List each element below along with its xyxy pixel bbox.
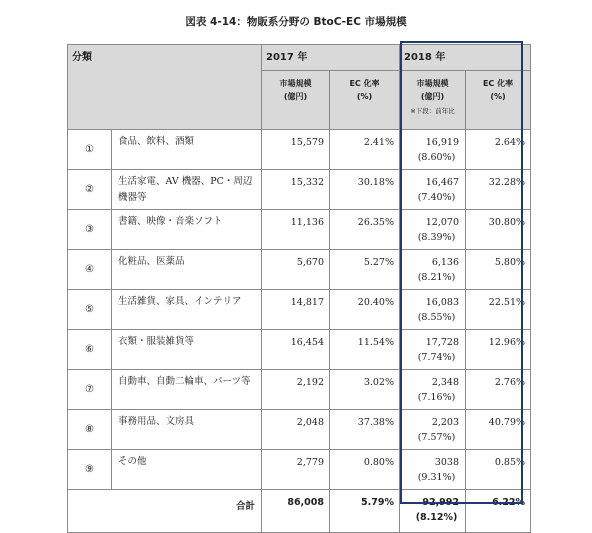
- category-cell: 衣類・服装雑貨等: [112, 330, 262, 370]
- rate-2018-cell: 22.51%: [466, 290, 531, 330]
- figure-title: 図表 4-14：物販系分野の BtoC-EC 市場規模: [185, 16, 407, 28]
- yoy-value: (8.39%): [417, 232, 456, 243]
- header-row-year: [68, 45, 531, 71]
- rate-2017-cell: 5.27%: [330, 250, 400, 290]
- market-size-label: 市場規模: [416, 79, 449, 88]
- market-2017-cell: 14,817: [262, 290, 330, 330]
- market-2018-value: 16,919: [425, 137, 460, 148]
- table-row: [68, 130, 531, 170]
- market-2017-cell: 15,579: [262, 130, 330, 170]
- row-number: ③: [68, 210, 112, 250]
- rate-2017-cell: 37.38%: [330, 410, 400, 450]
- yoy-value: (9.31%): [417, 472, 456, 483]
- unit-label: (%): [490, 92, 506, 101]
- total-rate-2018: 6.22%: [466, 490, 531, 533]
- table-row: [68, 330, 531, 370]
- market-2018-cell: [400, 250, 466, 290]
- ec-rate-label: EC 化率: [349, 79, 380, 88]
- unit-label: (億円): [420, 92, 445, 101]
- unit-label: (%): [356, 92, 373, 101]
- market-2017-cell: 11,136: [262, 210, 330, 250]
- row-number: ②: [68, 170, 112, 210]
- yoy-value: (7.16%): [417, 392, 456, 403]
- total-label: 合計: [68, 490, 262, 533]
- total-yoy: (8.12%): [415, 512, 458, 523]
- rate-2017-cell: 2.41%: [330, 130, 400, 170]
- table-row: [68, 410, 531, 450]
- ec-rate-2018-header: [466, 71, 531, 130]
- market-size-2018-header: [400, 71, 466, 130]
- row-number: ⑧: [68, 410, 112, 450]
- unit-label: (億円): [283, 92, 308, 101]
- market-2018-value: 2,348: [431, 377, 460, 388]
- yoy-value: (8.21%): [417, 272, 456, 283]
- market-2018-cell: [400, 290, 466, 330]
- ec-rate-2017-header: [330, 71, 400, 130]
- market-2017-cell: 2,048: [262, 410, 330, 450]
- market-size-2017-header: [262, 71, 330, 130]
- table-row: [68, 290, 531, 330]
- rate-2018-cell: 0.85%: [466, 450, 531, 490]
- category-cell: 化粧品、医薬品: [112, 250, 262, 290]
- yoy-value: (7.57%): [417, 432, 456, 443]
- total-market-2018: 92,992: [422, 497, 460, 508]
- category-cell: 生活家電、AV 機器、PC・周辺機器等: [112, 170, 262, 210]
- table-row: [68, 210, 531, 250]
- market-2018-cell: [400, 210, 466, 250]
- market-size-label: 市場規模: [279, 79, 312, 88]
- market-2018-value: 2,203: [431, 417, 460, 428]
- market-2018-cell: [400, 170, 466, 210]
- row-number: ⑥: [68, 330, 112, 370]
- category-cell: その他: [112, 450, 262, 490]
- ec-rate-label: EC 化率: [482, 79, 514, 88]
- category-cell: 食品、飲料、酒類: [112, 130, 262, 170]
- market-2017-cell: 5,670: [262, 250, 330, 290]
- yoy-note: ※下段：前年比: [410, 107, 455, 115]
- rate-2018-cell: 32.28%: [466, 170, 531, 210]
- market-2017-cell: 2,779: [262, 450, 330, 490]
- market-2017-cell: 15,332: [262, 170, 330, 210]
- market-2018-value: 16,467: [425, 177, 460, 188]
- table-row: [68, 250, 531, 290]
- rate-2017-cell: 0.80%: [330, 450, 400, 490]
- rate-2018-cell: 5.80%: [466, 250, 531, 290]
- market-2018-value: 16,083: [425, 297, 460, 308]
- market-2018-cell: [400, 410, 466, 450]
- yoy-value: (7.74%): [417, 352, 456, 363]
- category-header: 分類: [68, 45, 262, 130]
- row-number: ④: [68, 250, 112, 290]
- yoy-value: (7.40%): [417, 192, 456, 203]
- rate-2017-cell: 20.40%: [330, 290, 400, 330]
- row-number: ⑤: [68, 290, 112, 330]
- category-cell: 事務用品、文房具: [112, 410, 262, 450]
- market-size-table: [67, 44, 531, 533]
- market-2017-cell: 2,192: [262, 370, 330, 410]
- total-rate-2017: 5.79%: [330, 490, 400, 533]
- category-cell: 生活雑貨、家具、インテリア: [112, 290, 262, 330]
- rate-2018-cell: 2.76%: [466, 370, 531, 410]
- yoy-value: (8.55%): [417, 312, 456, 323]
- year-2018-header: 2018 年: [400, 45, 531, 71]
- rate-2017-cell: 26.35%: [330, 210, 400, 250]
- category-cell: 書籍、映像・音楽ソフト: [112, 210, 262, 250]
- total-market-2017: 86,008: [262, 490, 330, 533]
- row-number: ⑦: [68, 370, 112, 410]
- rate-2018-cell: 2.64%: [466, 130, 531, 170]
- table-row: [68, 170, 531, 210]
- table-row: [68, 370, 531, 410]
- rate-2017-cell: 3.02%: [330, 370, 400, 410]
- category-cell: 自動車、自動二輪車、パーツ等: [112, 370, 262, 410]
- year-2017-header: 2017 年: [262, 45, 400, 71]
- market-2017-cell: 16,454: [262, 330, 330, 370]
- market-2018-value: 12,070: [425, 217, 460, 228]
- rate-2018-cell: 40.79%: [466, 410, 531, 450]
- table-row: [68, 450, 531, 490]
- market-2018-value: 3038: [434, 457, 460, 468]
- rate-2018-cell: 30.80%: [466, 210, 531, 250]
- total-market-2018-cell: [400, 490, 466, 533]
- market-2018-cell: [400, 330, 466, 370]
- total-row: [68, 490, 531, 533]
- row-number: ①: [68, 130, 112, 170]
- row-number: ⑨: [68, 450, 112, 490]
- market-2018-cell: [400, 370, 466, 410]
- rate-2018-cell: 12.96%: [466, 330, 531, 370]
- market-2018-value: 6,136: [431, 257, 460, 268]
- yoy-value: (8.60%): [417, 152, 456, 163]
- rate-2017-cell: 30.18%: [330, 170, 400, 210]
- market-2018-cell: [400, 130, 466, 170]
- rate-2017-cell: 11.54%: [330, 330, 400, 370]
- market-2018-cell: [400, 450, 466, 490]
- market-2018-value: 17,728: [425, 337, 460, 348]
